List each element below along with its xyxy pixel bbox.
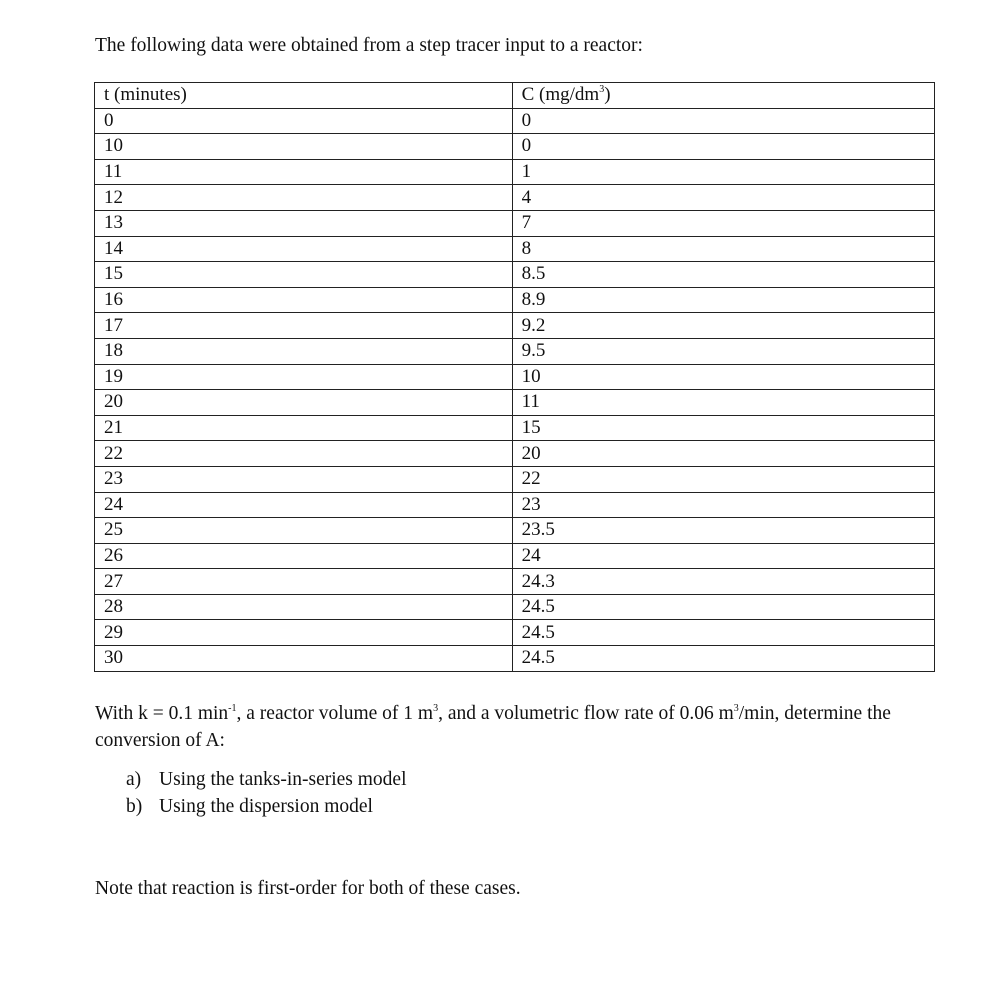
table-row xyxy=(95,134,935,160)
problem-exponent-3: 3 xyxy=(733,703,739,714)
cell-time: 27 xyxy=(95,569,513,595)
table-row xyxy=(95,492,935,518)
list-item-text: Using the dispersion model xyxy=(159,796,373,817)
cell-concentration: 4 xyxy=(512,185,934,211)
cell-concentration: 24.5 xyxy=(512,646,934,672)
cell-time: 24 xyxy=(95,492,513,518)
cell-time: 28 xyxy=(95,594,513,620)
cell-concentration: 0 xyxy=(512,134,934,160)
problem-exponent-2: 3 xyxy=(433,703,439,714)
table-row xyxy=(95,287,935,313)
cell-concentration: 23 xyxy=(512,492,934,518)
table-body xyxy=(95,108,935,671)
cell-time: 14 xyxy=(95,236,513,262)
problem-exponent-1: -1 xyxy=(228,703,237,714)
table-row xyxy=(95,338,935,364)
table-row xyxy=(95,646,935,672)
cell-time: 10 xyxy=(95,134,513,160)
tracer-data-table xyxy=(94,82,935,672)
problem-text-1: With k = 0.1 min xyxy=(95,703,229,724)
cell-time: 26 xyxy=(95,543,513,569)
table-row xyxy=(95,262,935,288)
problem-text-3: , and a volumetric flow rate of 0.06 m xyxy=(438,703,734,724)
header-concentration-exponent: 3 xyxy=(599,84,605,96)
table-row xyxy=(95,620,935,646)
cell-time: 25 xyxy=(95,518,513,544)
cell-time: 13 xyxy=(95,210,513,236)
problem-text-2: , a reactor volume of 1 m xyxy=(236,703,434,724)
note-text: Note that reaction is first-order for both of these cases. xyxy=(95,878,521,899)
problem-text-4: /min, determine the conversion of A: xyxy=(95,703,891,751)
cell-concentration: 23.5 xyxy=(512,518,934,544)
table-row xyxy=(95,441,935,467)
cell-concentration: 8.5 xyxy=(512,262,934,288)
table-row xyxy=(95,390,935,416)
cell-time: 12 xyxy=(95,185,513,211)
list-item-text: Using the tanks-in-series model xyxy=(159,769,407,790)
cell-concentration: 10 xyxy=(512,364,934,390)
cell-time: 16 xyxy=(95,287,513,313)
cell-concentration: 24.3 xyxy=(512,569,934,595)
table-row xyxy=(95,466,935,492)
cell-concentration: 9.2 xyxy=(512,313,934,339)
table-row xyxy=(95,159,935,185)
problem-statement xyxy=(95,700,915,754)
cell-time: 20 xyxy=(95,390,513,416)
cell-concentration: 11 xyxy=(512,390,934,416)
cell-concentration: 1 xyxy=(512,159,934,185)
cell-time: 19 xyxy=(95,364,513,390)
table-row xyxy=(95,364,935,390)
intro-text: The following data were obtained from a step tracer input to a reactor: xyxy=(95,35,643,56)
header-concentration-suffix: ) xyxy=(604,84,611,106)
table-row xyxy=(95,594,935,620)
cell-concentration: 24.5 xyxy=(512,594,934,620)
table-row xyxy=(95,518,935,544)
table-row xyxy=(95,210,935,236)
cell-time: 30 xyxy=(95,646,513,672)
cell-time: 21 xyxy=(95,415,513,441)
table-header-row xyxy=(95,83,935,109)
list-item xyxy=(126,766,407,793)
list-marker: a) xyxy=(126,769,142,790)
table-row xyxy=(95,236,935,262)
table-row xyxy=(95,543,935,569)
cell-concentration: 7 xyxy=(512,210,934,236)
cell-concentration: 8 xyxy=(512,236,934,262)
cell-time: 15 xyxy=(95,262,513,288)
cell-concentration: 0 xyxy=(512,108,934,134)
header-time: t (minutes) xyxy=(95,83,513,109)
cell-concentration: 24 xyxy=(512,543,934,569)
cell-time: 22 xyxy=(95,441,513,467)
parts-list xyxy=(126,766,407,820)
table-row xyxy=(95,108,935,134)
cell-concentration: 8.9 xyxy=(512,287,934,313)
list-marker: b) xyxy=(126,796,143,817)
cell-time: 0 xyxy=(95,108,513,134)
list-item xyxy=(126,793,407,820)
table-row xyxy=(95,569,935,595)
cell-time: 17 xyxy=(95,313,513,339)
cell-time: 11 xyxy=(95,159,513,185)
cell-concentration: 15 xyxy=(512,415,934,441)
cell-concentration: 9.5 xyxy=(512,338,934,364)
cell-concentration: 22 xyxy=(512,466,934,492)
table-row xyxy=(95,415,935,441)
cell-time: 18 xyxy=(95,338,513,364)
cell-concentration: 24.5 xyxy=(512,620,934,646)
cell-time: 23 xyxy=(95,466,513,492)
header-concentration xyxy=(512,83,934,109)
table-row xyxy=(95,313,935,339)
header-concentration-prefix: C (mg/dm xyxy=(521,84,600,106)
cell-time: 29 xyxy=(95,620,513,646)
cell-concentration: 20 xyxy=(512,441,934,467)
table-row xyxy=(95,185,935,211)
